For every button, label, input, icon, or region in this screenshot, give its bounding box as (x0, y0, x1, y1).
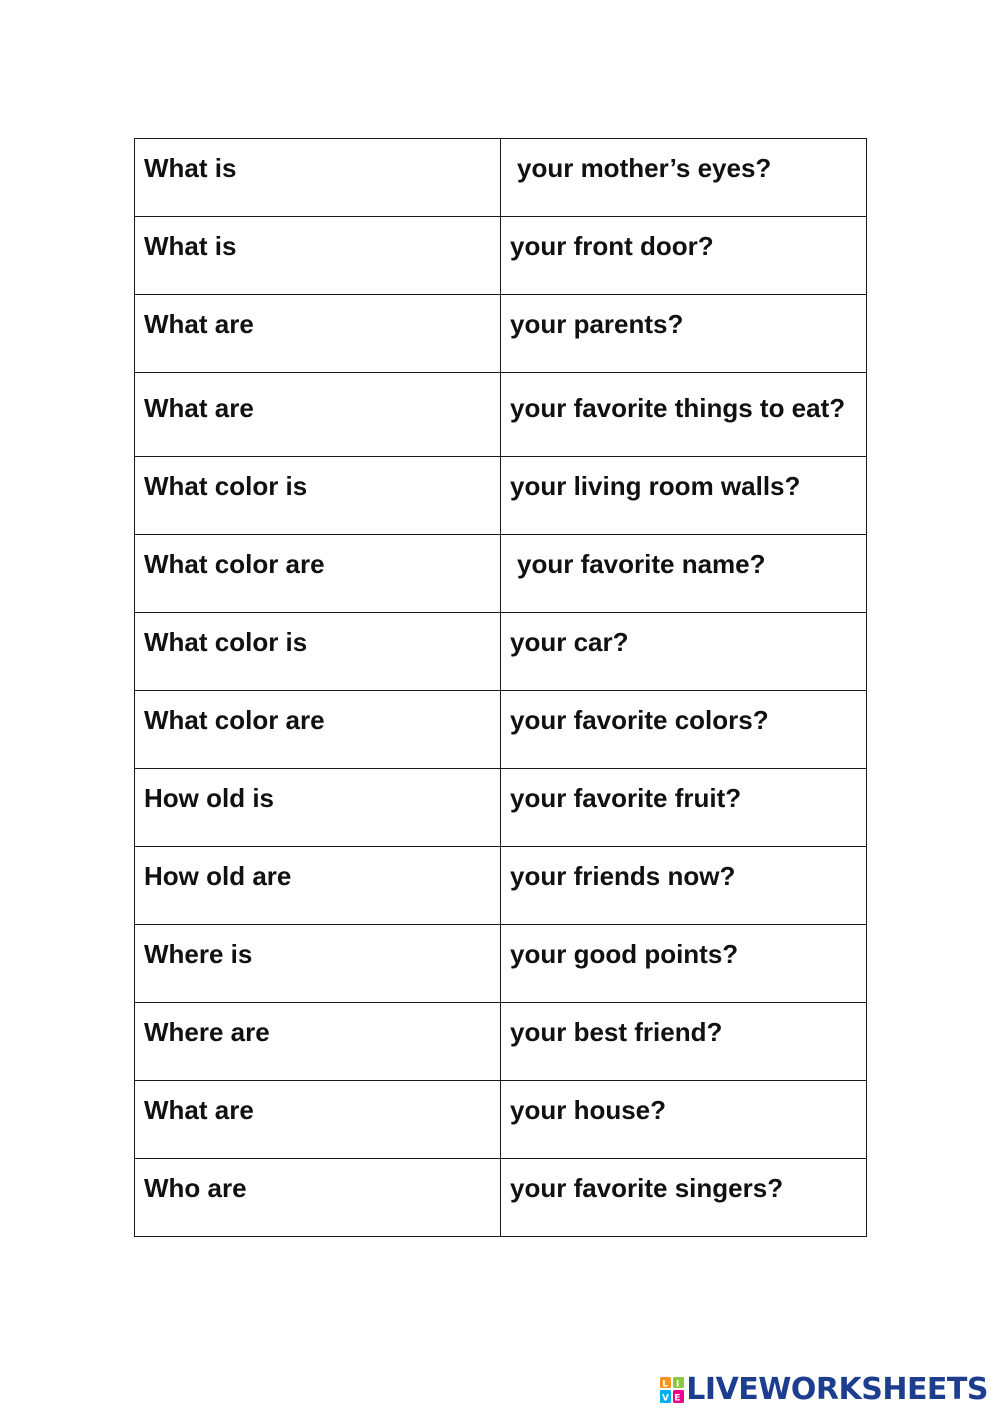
table-row (135, 535, 867, 613)
question-start-cell (135, 613, 501, 691)
table-row (135, 457, 867, 535)
question-matching-table (134, 138, 867, 1237)
svg-text:I: I (676, 1379, 680, 1390)
question-start-text: How old is (144, 783, 274, 813)
question-end-text: your favorite name? (517, 549, 766, 579)
question-start-text: What color are (144, 705, 325, 735)
table-row (135, 925, 867, 1003)
question-start-text: What are (144, 393, 254, 423)
question-start-text: What color are (144, 549, 325, 579)
question-start-cell (135, 295, 501, 373)
question-end-text: your living room walls? (510, 471, 801, 501)
question-start-cell (135, 1003, 501, 1081)
question-start-text: Where is (144, 939, 253, 969)
question-end-cell (501, 1003, 867, 1081)
question-end-cell (501, 1159, 867, 1237)
question-end-cell (501, 691, 867, 769)
question-end-text: your favorite colors? (510, 705, 769, 735)
svg-text:E: E (674, 1393, 681, 1403)
question-start-text: What are (144, 1095, 254, 1125)
svg-text:L: L (662, 1379, 669, 1390)
table-row (135, 1003, 867, 1081)
question-start-text: What are (144, 309, 254, 339)
question-end-cell (501, 295, 867, 373)
svg-text:V: V (662, 1393, 670, 1403)
table-row (135, 373, 867, 457)
question-end-text: your best friend? (510, 1017, 723, 1047)
table-row (135, 691, 867, 769)
question-start-text: How old are (144, 861, 292, 891)
question-end-text: your favorite things to eat? (510, 393, 846, 423)
question-end-cell (501, 925, 867, 1003)
question-start-text: Who are (144, 1173, 247, 1203)
question-end-cell (501, 535, 867, 613)
question-start-cell (135, 691, 501, 769)
question-end-text: your front door? (510, 231, 714, 261)
table-row (135, 295, 867, 373)
question-start-cell (135, 535, 501, 613)
question-end-text: your parents? (510, 309, 684, 339)
question-start-cell (135, 847, 501, 925)
question-start-cell (135, 1159, 501, 1237)
question-start-text: What color is (144, 471, 308, 501)
table-row (135, 217, 867, 295)
question-start-cell (135, 769, 501, 847)
question-start-cell (135, 373, 501, 457)
question-end-text: your car? (510, 627, 629, 657)
liveworksheets-logo-icon (660, 1377, 684, 1403)
brand-name: LIVEWORKSHEETS (686, 1372, 988, 1407)
table-row (135, 847, 867, 925)
question-end-text: your favorite singers? (510, 1173, 784, 1203)
question-start-text: What color is (144, 627, 308, 657)
question-start-text: Where are (144, 1017, 270, 1047)
liveworksheets-brand (660, 1372, 988, 1408)
table-row (135, 1081, 867, 1159)
question-end-cell (501, 847, 867, 925)
table-row (135, 1159, 867, 1237)
question-end-text: your friends now? (510, 861, 736, 891)
question-end-cell (501, 769, 867, 847)
question-end-cell (501, 373, 867, 457)
question-end-cell (501, 139, 867, 217)
question-start-cell (135, 139, 501, 217)
question-end-text: your mother’s eyes? (517, 153, 772, 183)
question-end-cell (501, 1081, 867, 1159)
question-end-text: your favorite fruit? (510, 783, 742, 813)
question-start-cell (135, 1081, 501, 1159)
question-end-text: your house? (510, 1095, 667, 1125)
table-row (135, 613, 867, 691)
question-start-text: What is (144, 153, 237, 183)
question-start-cell (135, 217, 501, 295)
question-end-text: your good points? (510, 939, 739, 969)
question-start-cell (135, 925, 501, 1003)
table-row (135, 769, 867, 847)
question-start-cell (135, 457, 501, 535)
question-start-text: What is (144, 231, 237, 261)
question-end-cell (501, 217, 867, 295)
question-end-cell (501, 613, 867, 691)
question-end-cell (501, 457, 867, 535)
table-row (135, 139, 867, 217)
